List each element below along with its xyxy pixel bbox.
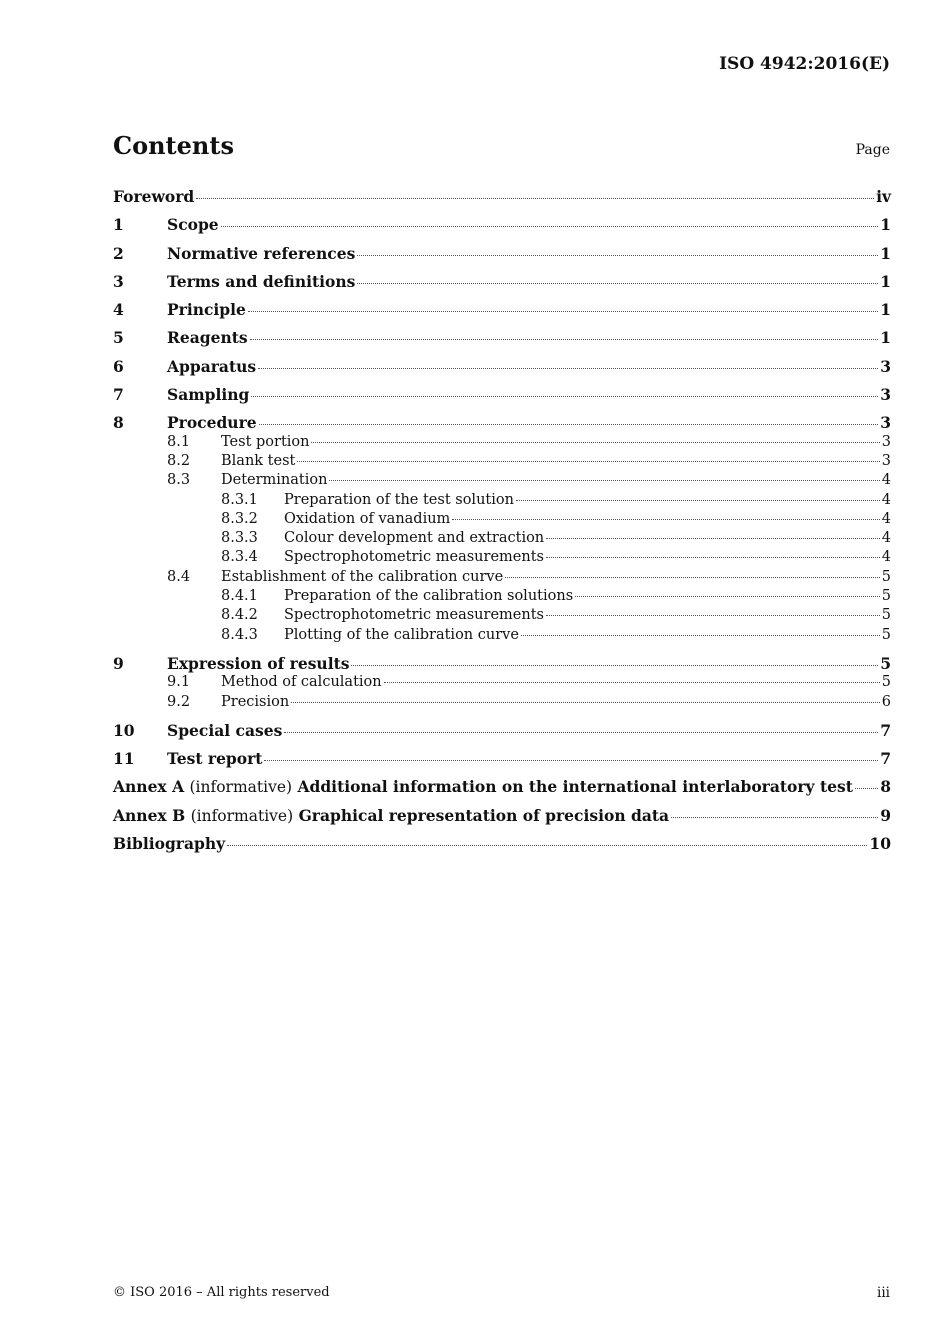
page-column-label: Page [855, 142, 890, 158]
dot-leader [264, 759, 878, 761]
toc-entry[interactable] [113, 300, 891, 319]
dot-leader [311, 441, 879, 443]
toc-entry[interactable] [113, 452, 891, 471]
table-of-contents [113, 184, 891, 853]
toc-entry-title: Oxidation of vanadium [284, 510, 451, 527]
toc-entry-title: Foreword [113, 187, 195, 206]
dot-leader [671, 816, 878, 818]
toc-entry-title: Precision [221, 693, 290, 710]
toc-entry[interactable] [113, 834, 891, 853]
toc-entry[interactable] [113, 529, 891, 548]
contents-heading: Contents [113, 131, 234, 160]
toc-entry-page: 9 [880, 805, 891, 825]
document-code: ISO 4942:2016(E) [719, 54, 890, 74]
toc-entry-title: Preparation of the test solution [284, 491, 514, 508]
dot-leader [575, 595, 880, 597]
toc-entry-title: Determination [221, 472, 328, 489]
dot-leader [452, 518, 879, 520]
toc-entry-page: 4 [881, 472, 891, 489]
toc-entry-page: 1 [880, 328, 891, 348]
toc-entry-title: Spectrophotometric measurements [284, 549, 544, 566]
annex-label: Annex B [113, 805, 186, 825]
dot-leader [521, 634, 880, 636]
toc-entry-title: Blank test [221, 452, 296, 469]
toc-entry[interactable] [113, 357, 891, 376]
toc-entry-number: 3 [113, 271, 124, 291]
toc-entry[interactable] [113, 215, 891, 234]
toc-entry-number: 9.1 [167, 674, 191, 691]
toc-entry-title: Colour development and extraction [284, 530, 545, 547]
toc-entry-number: 8.4.1 [221, 588, 258, 605]
toc-entry-page: 5 [881, 588, 891, 605]
toc-entry-title: Test report [167, 749, 263, 769]
toc-entry[interactable] [113, 328, 891, 347]
toc-entry-page: 4 [881, 549, 891, 566]
toc-entry-number: 2 [113, 243, 124, 263]
toc-entry-number: 9.2 [167, 693, 191, 710]
toc-entry-number: 4 [113, 300, 124, 320]
toc-entry-page: 3 [881, 452, 891, 469]
toc-entry-page: 1 [880, 215, 891, 235]
toc-entry-title: Special cases [167, 720, 283, 740]
dot-leader [258, 367, 878, 369]
toc-entry-title: Method of calculation [221, 674, 382, 691]
toc-entry-page: 5 [880, 653, 891, 673]
toc-entry-page: 7 [880, 749, 891, 769]
toc-entry[interactable] [113, 749, 891, 768]
toc-entry-page: 8 [880, 777, 891, 797]
toc-entry[interactable] [113, 272, 891, 291]
toc-entry-number: 8.4.2 [221, 607, 258, 624]
toc-entry-number: 7 [113, 385, 124, 405]
toc-entry[interactable] [113, 491, 891, 510]
toc-entry[interactable] [113, 626, 891, 645]
toc-entry-number: 8.3.1 [221, 491, 258, 508]
toc-entry-page: 3 [880, 413, 891, 433]
toc-entry[interactable] [113, 413, 891, 432]
annex-informative-label: (informative) [189, 778, 293, 797]
toc-entry[interactable] [113, 510, 891, 529]
dot-leader [250, 338, 879, 340]
dot-leader [196, 197, 874, 199]
toc-entry[interactable] [113, 187, 891, 206]
toc-entry-page: 10 [869, 834, 891, 854]
toc-entry[interactable] [113, 568, 891, 587]
toc-entry-page: iv [876, 187, 891, 206]
toc-entry-title: Scope [167, 215, 219, 235]
toc-entry-page: 3 [880, 356, 891, 376]
dot-leader [516, 499, 880, 501]
toc-entry-title: Plotting of the calibration curve [284, 626, 519, 643]
toc-entry[interactable] [113, 673, 891, 692]
dot-leader [546, 537, 880, 539]
toc-entry-page: 4 [881, 491, 891, 508]
toc-entry-page: 1 [880, 300, 891, 320]
dot-leader [357, 254, 878, 256]
toc-entry-number: 5 [113, 328, 124, 348]
dot-leader [855, 787, 878, 789]
dot-leader [297, 460, 879, 462]
dot-leader [248, 310, 878, 312]
toc-entry-number: 9 [113, 653, 124, 673]
toc-entry[interactable] [113, 548, 891, 567]
dot-leader [251, 395, 878, 397]
toc-entry-number: 11 [113, 749, 135, 769]
toc-entry[interactable] [113, 471, 891, 490]
toc-entry-number: 8.3.2 [221, 510, 258, 527]
toc-entry-number: 1 [113, 215, 124, 235]
footer-copyright: © ISO 2016 – All rights reserved [113, 1285, 330, 1300]
toc-entry-page: 7 [880, 720, 891, 740]
toc-entry[interactable] [113, 806, 891, 825]
toc-entry[interactable] [113, 606, 891, 625]
toc-entry-title: Establishment of the calibration curve [221, 568, 504, 585]
dot-leader [291, 701, 880, 703]
toc-entry-title: Reagents [167, 328, 248, 348]
annex-label: Annex A [113, 777, 185, 797]
dot-leader [227, 844, 867, 846]
toc-entry[interactable] [113, 385, 891, 404]
toc-entry-number: 8 [113, 413, 124, 433]
annex-title: Additional information on the international interlaboratory test [297, 777, 853, 797]
toc-entry-number: 8.3.3 [221, 530, 258, 547]
toc-entry-number: 8.3 [167, 472, 191, 489]
dot-leader [284, 731, 878, 733]
toc-entry-page: 4 [881, 510, 891, 527]
toc-entry-number: 6 [113, 356, 124, 376]
toc-entry-title: Expression of results [167, 653, 350, 673]
dot-leader [546, 556, 880, 558]
toc-entry-title [113, 806, 669, 826]
toc-entry-page: 3 [881, 433, 891, 450]
dot-leader [329, 479, 879, 481]
toc-entry[interactable] [113, 244, 891, 263]
toc-entry-number: 8.3.4 [221, 549, 258, 566]
toc-entry-title: Sampling [167, 385, 250, 405]
dot-leader [351, 664, 878, 666]
dot-leader [546, 614, 880, 616]
toc-entry-page: 4 [881, 530, 891, 547]
toc-entry-page: 6 [881, 693, 891, 710]
toc-entry-page: 3 [880, 385, 891, 405]
toc-entry-number: 10 [113, 720, 135, 740]
toc-entry-title [113, 777, 853, 797]
toc-entry-number: 8.2 [167, 452, 191, 469]
toc-entry-page: 5 [881, 674, 891, 691]
toc-entry-number: 8.4 [167, 568, 191, 585]
toc-entry-number: 8.1 [167, 433, 191, 450]
toc-entry[interactable] [113, 587, 891, 606]
footer-page-number: iii [877, 1285, 890, 1301]
toc-entry-title: Test portion [221, 433, 310, 450]
toc-entry-title: Procedure [167, 413, 257, 433]
toc-entry-title: Bibliography [113, 834, 226, 854]
toc-entry-title: Normative references [167, 243, 356, 263]
toc-entry-title: Apparatus [167, 356, 257, 376]
toc-entry[interactable] [113, 654, 891, 673]
toc-entry[interactable] [113, 693, 891, 712]
toc-entry-page: 5 [881, 568, 891, 585]
toc-entry-page: 1 [880, 271, 891, 291]
toc-entry-title: Terms and definitions [167, 271, 356, 291]
dot-leader [384, 681, 880, 683]
toc-entry[interactable] [113, 777, 891, 796]
toc-entry-title: Preparation of the calibration solutions [284, 588, 574, 605]
toc-entry[interactable] [113, 433, 891, 452]
dot-leader [505, 576, 880, 578]
toc-entry-number: 8.4.3 [221, 626, 258, 643]
toc-entry[interactable] [113, 721, 891, 740]
toc-entry-title: Principle [167, 300, 246, 320]
toc-entry-page: 5 [881, 607, 891, 624]
annex-informative-label: (informative) [190, 806, 294, 825]
dot-leader [357, 282, 878, 284]
dot-leader [221, 225, 879, 227]
toc-entry-title: Spectrophotometric measurements [284, 607, 544, 624]
toc-entry-page: 5 [881, 626, 891, 643]
dot-leader [259, 423, 879, 425]
toc-entry-page: 1 [880, 243, 891, 263]
annex-title: Graphical representation of precision data [298, 805, 670, 825]
